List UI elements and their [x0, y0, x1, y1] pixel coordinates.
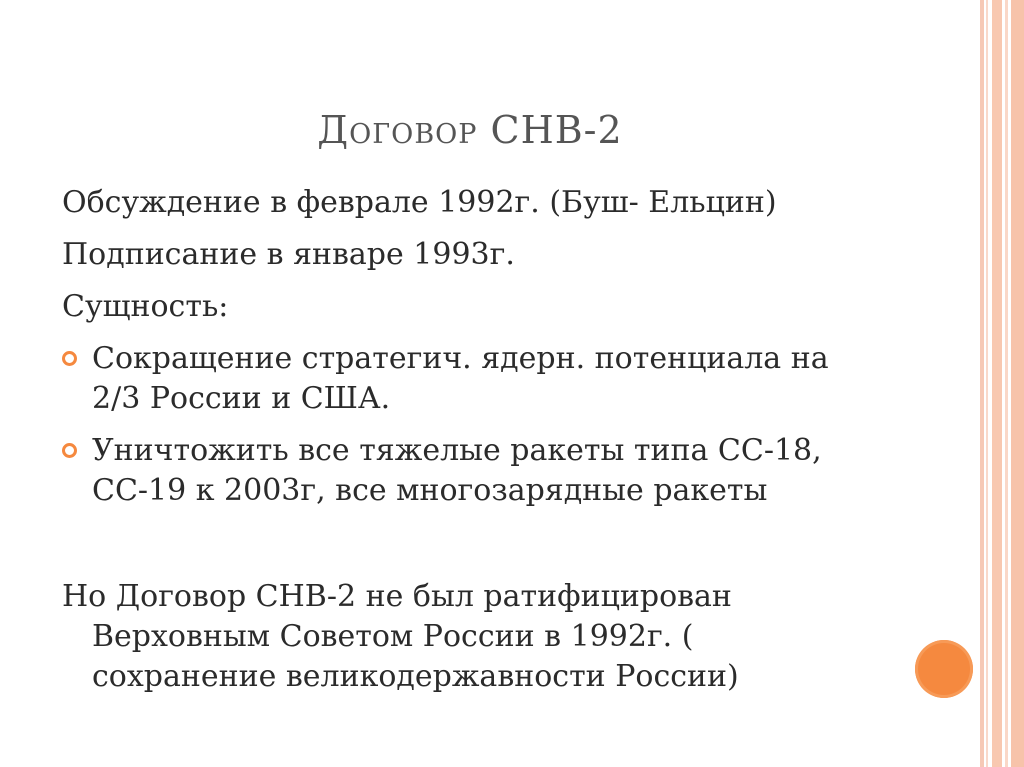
- decor-stripe: [986, 0, 988, 767]
- decor-stripe: [992, 0, 1002, 767]
- decor-circle: [915, 640, 973, 698]
- bullet-text: Уничтожить все тяжелые ракеты типа СС-18,: [92, 433, 822, 468]
- decor-stripe: [980, 0, 984, 767]
- bullet-item: [62, 339, 922, 419]
- text-line: Обсуждение в феврале 1992г. (Буш- Ельцин): [62, 185, 777, 220]
- bullet-ring-icon: [62, 351, 77, 366]
- bullet-text: 2/3 России и США.: [92, 381, 391, 416]
- bullet-item: [62, 431, 922, 511]
- note-text: сохранение великодержавности России): [92, 659, 739, 694]
- slide-title: Договор СНВ-2: [317, 108, 623, 152]
- bullet-ring-icon: [62, 443, 77, 458]
- closing-note: [62, 577, 922, 697]
- slide-body: [62, 183, 922, 523]
- decor-stripe: [1011, 0, 1024, 767]
- text-line: Сущность:: [62, 289, 229, 324]
- bullet-text: Сокращение стратегич. ядерн. потенциала на: [92, 341, 829, 376]
- text-line: Подписание в январе 1993г.: [62, 237, 515, 272]
- decor-stripe: [1005, 0, 1008, 767]
- bullet-text: СС-19 к 2003г, все многозарядные ракеты: [92, 473, 768, 508]
- note-text: Но Договор СНВ-2 не был ратифицирован: [62, 579, 732, 614]
- note-text: Верховным Советом России в 1992г. (: [92, 619, 694, 654]
